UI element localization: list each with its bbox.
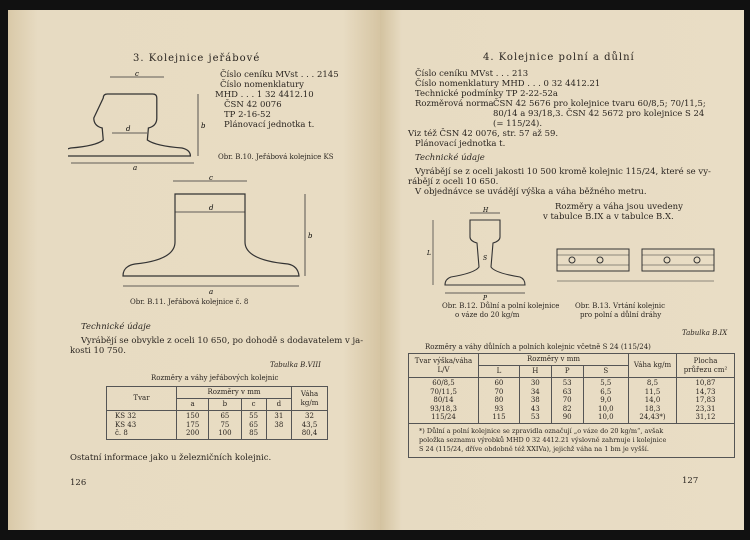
- dim-label-b: b: [308, 232, 313, 240]
- info-line: ČSN 42 0076: [224, 100, 282, 110]
- tech-text: rábějí z oceli 10 650.: [408, 177, 499, 187]
- dim-label-l: L: [427, 250, 431, 257]
- left-page-126: [8, 10, 380, 530]
- dim-label-b: b: [201, 122, 206, 130]
- table-title: Rozměry a váhy důlních a polních kolejnic včetně S 24 (115/24): [425, 343, 651, 351]
- header-tvar: Tvar výška/váha L/V: [409, 354, 479, 378]
- section-title: 3. Kolejnice jeřábové: [133, 53, 261, 64]
- norm-line: (= 115/24).: [493, 119, 543, 129]
- see-also: Viz též ČSN 42 0076, str. 57 až 59.: [408, 129, 559, 139]
- dim-label-c: c: [135, 70, 139, 78]
- dim-label-c: c: [209, 174, 213, 182]
- section-title: 4. Kolejnice polní a důlní: [483, 52, 635, 63]
- norm-line: ČSN 42 5676 pro kolejnice tvaru 60/8,5; 70/11,5;: [493, 99, 706, 109]
- dim-label-d: d: [126, 125, 131, 133]
- table-body: KS 32 KS 43 č. 8 150 175 200 65 75 100 55 65 85 31 38 32 43,5 80,4: [107, 411, 328, 440]
- info-line: Číslo nomenklatury: [220, 80, 304, 90]
- table-footnote: *) Důlní a polní kolejnice se zpravidla označují „o váze do 20 kg/m“, avšak položka seznamu výrobků MHD 0 32 4412.21 výslovně zahrnuje i kolejnice S 24 (115/24, dříve obdobně též XXIVa), jejichž váha na 1 bm je vyšší.: [409, 423, 735, 457]
- table-body: 60/8,5 70/11,5 80/14 93/18,3 115/24 60 70 80 93 115 30 34 38 43 53 53 63 70 82 90 5,5 6,5 9,0 10,0 10,0 8,5 11,5 14,0 18,3 24,43*) 10,87 14,73 17,83 23,31 31,12: [409, 378, 735, 424]
- header-vaha: Váha kg/m: [292, 387, 328, 411]
- ref-text: v tabulce B.IX a v tabulce B.X.: [543, 212, 674, 222]
- tech-heading: Technické údaje: [81, 322, 151, 332]
- dim-label-a: a: [133, 164, 138, 170]
- norm-label: Rozměrová norma: [415, 99, 494, 109]
- header-vaha: Váha kg/m: [629, 354, 677, 378]
- header-d: d: [266, 399, 291, 411]
- dim-label-s: S: [483, 255, 488, 262]
- tech-text: kosti 10 750.: [70, 346, 126, 356]
- figure-caption: pro polní a důlní dráhy: [580, 311, 662, 319]
- header-c: c: [241, 399, 266, 411]
- dim-label-a: a: [209, 288, 214, 296]
- rail-dimensions-table: [106, 386, 328, 440]
- footer-text: Ostatní informace jako u železničních kolejnic.: [70, 453, 272, 463]
- table-label: Tabulka B.VIII: [270, 361, 321, 369]
- figure-caption: Obr. B.10. Jeřábová kolejnice KS: [218, 153, 334, 161]
- header-l: L: [479, 366, 520, 378]
- norm-line: 80/14 a 93/18,3. ČSN 42 5672 pro kolejnice S 24: [493, 109, 705, 119]
- rail-drilling-drawing: [552, 235, 722, 295]
- dim-label-p: P: [483, 295, 488, 300]
- info-line: Technické podmínky TP 2-22-52a: [415, 89, 558, 99]
- info-line: Plánovací jednotka t.: [224, 120, 315, 130]
- planning-unit: Plánovací jednotka t.: [415, 139, 506, 149]
- order-text: V objednávce se uvádějí výška a váha běžného metru.: [415, 187, 647, 197]
- tech-text: Vyrábějí se z oceli jakosti 10 500 kromě kolejnic 115/24, které se vy-: [415, 167, 711, 177]
- field-rail-drawing: [425, 205, 540, 300]
- header-s: S: [583, 366, 628, 378]
- dim-label-h: H: [483, 207, 489, 214]
- header-b: b: [209, 399, 241, 411]
- header-rozmery: Rozměry v mm: [177, 387, 292, 399]
- figure-caption: Obr. B.12. Důlní a polní kolejnice: [442, 302, 560, 310]
- rail-drawing-ks: [68, 70, 218, 170]
- right-page-127: [380, 10, 744, 530]
- header-a: a: [177, 399, 209, 411]
- ref-text: Rozměry a váha jsou uvedeny: [555, 202, 683, 212]
- table-label: Tabulka B.IX: [682, 329, 728, 337]
- dim-label-d: d: [209, 204, 214, 212]
- field-rail-dimensions-table: [408, 353, 735, 458]
- table-title: Rozměry a váhy jeřábových kolejnic: [151, 374, 279, 382]
- figure-caption: o váze do 20 kg/m: [455, 311, 520, 319]
- info-line: Číslo nomenklatury MHD . . . 0 32 4412.21: [415, 79, 601, 89]
- info-line: TP 2-16-52: [224, 110, 271, 120]
- figure-caption: Obr. B.13. Vrtání kolejnic: [575, 302, 666, 310]
- info-line: MHD . . . 1 32 4412.10: [215, 90, 314, 100]
- page-number: 126: [70, 478, 87, 488]
- tech-heading: Technické údaje: [415, 153, 485, 163]
- info-line: Číslo ceníku MVst . . . 2145: [220, 70, 339, 80]
- header-plocha: Plocha průřezu cm²: [677, 354, 735, 378]
- header-rozmery: Rozměry v mm: [479, 354, 629, 366]
- page-number: 127: [682, 476, 699, 486]
- header-p: P: [551, 366, 583, 378]
- rail-drawing-c8: [113, 172, 323, 297]
- figure-caption: Obr. B.11. Jeřábová kolejnice č. 8: [130, 298, 249, 306]
- header-tvar: Tvar: [107, 387, 177, 411]
- info-line: Číslo ceníku MVst . . . 213: [415, 69, 529, 79]
- header-h: H: [519, 366, 551, 378]
- tech-text: Vyrábějí se obvykle z oceli 10 650, po dohodě s dodavatelem v ja-: [81, 336, 364, 346]
